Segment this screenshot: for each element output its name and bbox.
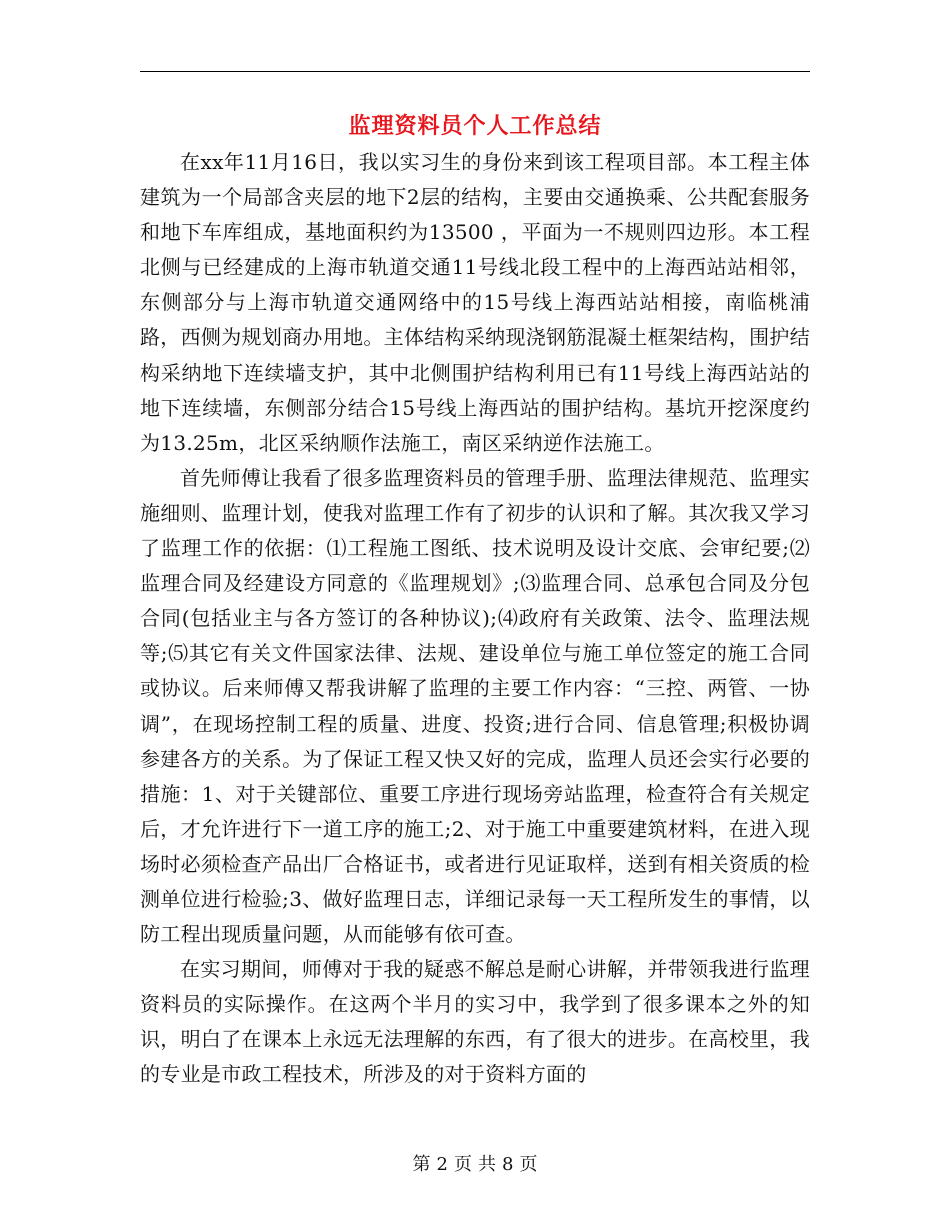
footer-label-ye: 页 bbox=[454, 1154, 472, 1175]
header-rule bbox=[140, 71, 810, 72]
total-pages-number: 8 bbox=[502, 1154, 514, 1175]
footer-label-ye2: 页 bbox=[519, 1154, 538, 1175]
page-footer bbox=[140, 1152, 810, 1178]
footer-label-di: 第 bbox=[412, 1154, 431, 1175]
document-title: 监理资料员个人工作总结 bbox=[348, 113, 602, 139]
footer-label-gong: 共 bbox=[478, 1154, 496, 1175]
paragraph-1: 在xx年11月16日，我以实习生的身份来到该工程项目部。本工程主体建筑为一个局部含夹层的地下2层的结构，主要由交通换乘、公共配套服务和地下车库组成，基地面积约为13500 ，平面为一不规则四边形。本工程北侧与已经建成的上海市轨道交通11号线北段工程中的上海西站站相邻，东侧部分与上海市轨道交通网络中的15号线上海西站站相接，南临桃浦路，西侧为规划商办用地。主体结构采纳现浇钢筋混凝土框架结构，围护结构采纳地下连续墙支护，其中北侧围护结构利用已有11号线上海西站站的地下连续墙，东侧部分结合15号线上海西站的围护结构。基坑开挖深度约为13.25m，北区采纳顺作法施工，南区采纳逆作法施工。 bbox=[140, 150, 810, 455]
paragraph-2: 首先师傅让我看了很多监理资料员的管理手册、监理法律规范、监理实施细则、监理计划，使我对监理工作有了初步的认识和了解。其次我又学习了监理工作的依据：⑴工程施工图纸、技术说明及设计交底、会审纪要;⑵监理合同及经建设方同意的《监理规划》;⑶监理合同、总承包合同及分包合同(包括业主与各方签订的各种协议);⑷政府有关政策、法令、监理法规等;⑸其它有关文件国家法律、法规、建设单位与施工单位签定的施工合同或协议。后来师傅又帮我讲解了监理的主要工作内容：“三控、两管、一协调”，在现场控制工程的质量、进度、投资;进行合同、信息管理;积极协调参建各方的关系。为了保证工程又快又好的完成，监理人员还会实行必要的措施：1、对于关键部位、重要工序进行现场旁站监理，检查符合有关规定后，才允许进行下一道工序的施工;2、对于施工中重要建筑材料，在进入现场时必须检查产品出厂合格证书，或者进行见证取样，送到有相关资质的检测单位进行检验;3、做好监理日志，详细记录每一天工程所发生的事情，以防工程出现质量问题，从而能够有依可查。 bbox=[140, 465, 810, 947]
paragraph-3: 在实习期间，师傅对于我的疑惑不解总是耐心讲解，并带领我进行监理资料员的实际操作。在这两个半月的实习中，我学到了很多课本之外的知识，明白了在课本上永远无法理解的东西，有了很大的进步。在高校里，我的专业是市政工程技术，所涉及的对于资料方面的 bbox=[140, 957, 810, 1087]
document-body bbox=[140, 145, 810, 1093]
current-page-number: 2 bbox=[436, 1154, 448, 1175]
